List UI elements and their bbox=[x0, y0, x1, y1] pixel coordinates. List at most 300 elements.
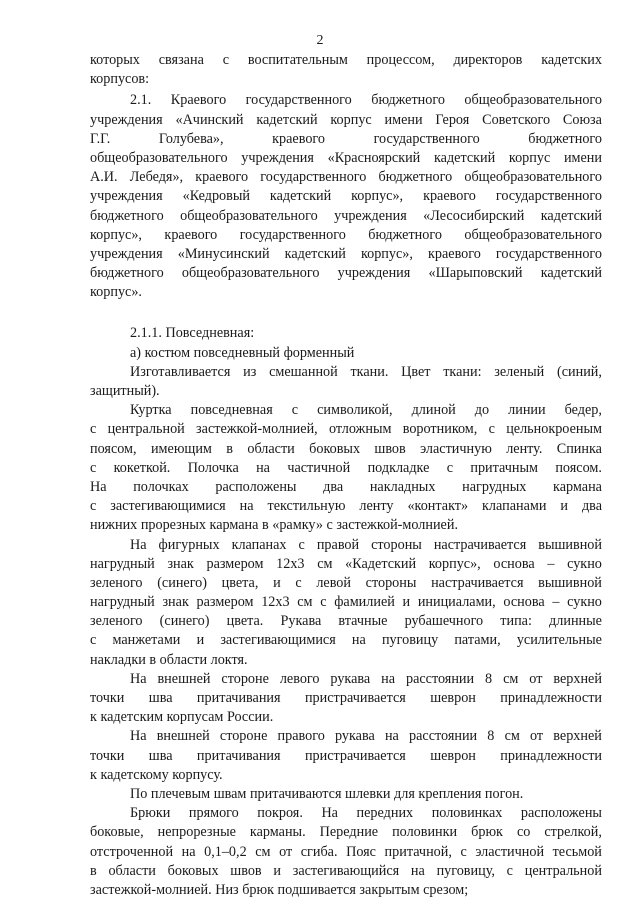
word: Брюки bbox=[130, 805, 171, 822]
word: нагрудных bbox=[462, 478, 527, 495]
word: ткани. bbox=[350, 363, 389, 380]
text-line bbox=[90, 670, 602, 689]
word: нагрудный bbox=[90, 555, 155, 572]
word: знак bbox=[162, 594, 189, 611]
word: на bbox=[181, 843, 196, 860]
word: кадетский bbox=[284, 245, 346, 262]
word: кадетский bbox=[256, 111, 318, 128]
text-line bbox=[90, 727, 602, 746]
text-line bbox=[90, 149, 602, 168]
word: брюк bbox=[471, 824, 503, 841]
word: с bbox=[222, 52, 230, 68]
word: бедер, bbox=[564, 402, 602, 419]
word: см bbox=[255, 843, 271, 860]
word: стрелкой, bbox=[544, 824, 602, 841]
word: краевого bbox=[195, 169, 249, 186]
word: боковых bbox=[309, 440, 361, 457]
word: процессом, bbox=[366, 52, 435, 68]
word: расположены bbox=[520, 805, 602, 822]
word: связана bbox=[158, 52, 204, 68]
text-line bbox=[90, 459, 602, 478]
word: бюджетного bbox=[528, 130, 602, 147]
word: сукно bbox=[567, 555, 602, 572]
text-line: корпус». bbox=[90, 284, 142, 301]
word: кадетский bbox=[540, 207, 602, 224]
word: фигурных bbox=[158, 536, 220, 553]
word: «Шарыповский bbox=[428, 265, 523, 282]
word: с bbox=[298, 536, 305, 553]
word: 12х3 bbox=[276, 555, 305, 572]
word: левой bbox=[316, 574, 351, 591]
word: На bbox=[90, 478, 107, 495]
word: общеобразовательного bbox=[180, 207, 318, 224]
word: см bbox=[317, 555, 333, 572]
word: символикой, bbox=[317, 402, 393, 419]
word: шеврон bbox=[430, 690, 476, 706]
word: Цвет bbox=[401, 363, 431, 380]
word: Пояс bbox=[346, 843, 376, 860]
word: вышивной bbox=[538, 574, 602, 591]
word: с bbox=[295, 574, 302, 591]
word: 8 bbox=[487, 728, 495, 745]
word: застегивающийся bbox=[292, 862, 400, 879]
word: бюджетного bbox=[368, 226, 442, 243]
word: корпус», bbox=[90, 226, 142, 243]
word: частичной bbox=[287, 459, 351, 476]
text-line bbox=[90, 51, 602, 70]
word: до bbox=[474, 402, 490, 419]
word: пристрачивается bbox=[304, 747, 406, 764]
word: бюджетного bbox=[378, 169, 453, 186]
text-line bbox=[90, 440, 602, 459]
word: нагрудный bbox=[90, 594, 155, 611]
word: притачивания bbox=[196, 747, 281, 764]
word: с bbox=[291, 402, 299, 419]
word: со bbox=[516, 824, 531, 841]
word: основа bbox=[493, 555, 535, 572]
text-line bbox=[90, 401, 602, 420]
word: 12х3 bbox=[261, 594, 290, 611]
word: На bbox=[130, 670, 147, 687]
word: цельнокроеным bbox=[506, 421, 602, 438]
text-line bbox=[90, 111, 602, 130]
word: корпус», bbox=[351, 188, 404, 205]
word: расстоянии bbox=[405, 670, 475, 687]
word: вышивной bbox=[538, 536, 602, 553]
paragraph bbox=[90, 536, 602, 670]
word: повседневная bbox=[190, 402, 273, 419]
word: учреждения bbox=[334, 207, 407, 224]
word: с bbox=[90, 498, 97, 515]
word: втачные bbox=[338, 613, 388, 630]
word: кадетский bbox=[269, 188, 332, 205]
word: и bbox=[273, 862, 281, 879]
word: зеленого bbox=[90, 613, 143, 630]
word: кадетских bbox=[541, 52, 602, 68]
word: общеобразовательного bbox=[464, 169, 602, 186]
document-body bbox=[90, 51, 602, 900]
text-line bbox=[90, 747, 602, 766]
word: верхней bbox=[553, 670, 602, 687]
text-line: а) костюм повседневный форменный bbox=[130, 344, 355, 361]
word: принадлежности bbox=[500, 747, 602, 764]
paragraph bbox=[90, 670, 602, 728]
word: усилительные bbox=[516, 632, 602, 649]
word: «контакт» bbox=[407, 498, 469, 515]
text-line bbox=[90, 363, 602, 382]
word: полочках bbox=[133, 478, 189, 495]
word: манжетами bbox=[112, 632, 181, 649]
word: длинные bbox=[549, 613, 602, 630]
paragraph bbox=[90, 324, 602, 401]
word: государственного bbox=[260, 169, 367, 186]
word: цвета, bbox=[221, 574, 259, 591]
word: Полочка bbox=[187, 459, 239, 476]
word: правой bbox=[316, 536, 360, 553]
text-line bbox=[90, 804, 602, 823]
word: шеврон bbox=[430, 747, 476, 764]
text-line bbox=[90, 264, 602, 283]
word: пристрачивается bbox=[304, 690, 406, 706]
text-line bbox=[90, 207, 602, 226]
word: бюджетного bbox=[90, 207, 164, 224]
word: учреждения bbox=[241, 149, 314, 166]
text-line bbox=[90, 612, 602, 631]
word: ленту bbox=[359, 498, 394, 515]
word: государственного bbox=[495, 188, 602, 205]
text-line bbox=[90, 187, 602, 206]
word: имени bbox=[384, 111, 423, 128]
word: «Красноярский bbox=[327, 149, 421, 166]
word: на bbox=[239, 498, 254, 515]
word: боковых bbox=[167, 862, 219, 879]
word: патами, bbox=[454, 632, 501, 649]
word: «Кадетский bbox=[345, 555, 417, 572]
word: расположены bbox=[215, 478, 297, 495]
word: государственного bbox=[239, 226, 346, 243]
word: правого bbox=[277, 728, 325, 745]
word: общеобразовательного bbox=[90, 149, 228, 166]
word: «Кедровый bbox=[182, 188, 250, 205]
word: рукава bbox=[330, 670, 371, 687]
word: государственного bbox=[245, 92, 352, 109]
word: которых bbox=[90, 52, 140, 68]
word: см bbox=[503, 670, 519, 687]
word: накладных bbox=[369, 478, 436, 495]
text-line bbox=[90, 593, 602, 612]
word: корпус bbox=[330, 111, 372, 128]
word: настрачивается bbox=[433, 536, 527, 553]
word: учреждения bbox=[337, 265, 411, 282]
word: линии bbox=[508, 402, 546, 419]
word: на bbox=[256, 459, 270, 476]
word: внешней bbox=[157, 670, 211, 687]
word: Изготавливается bbox=[130, 363, 231, 380]
word: притачной, bbox=[384, 843, 452, 860]
word: корпус», bbox=[360, 245, 413, 262]
paragraph bbox=[90, 91, 602, 302]
word: с bbox=[90, 632, 97, 649]
word: из bbox=[243, 363, 257, 380]
word: принадлежности bbox=[500, 690, 602, 706]
word: размером bbox=[196, 594, 254, 611]
word: 8 bbox=[485, 670, 493, 687]
word: с bbox=[488, 421, 495, 438]
word: «Минусинский bbox=[177, 245, 270, 262]
word: краевого bbox=[272, 130, 325, 147]
word: рукава bbox=[334, 728, 375, 745]
word: с bbox=[446, 459, 454, 476]
word: области bbox=[108, 862, 156, 879]
word: и bbox=[402, 594, 411, 611]
word: от bbox=[279, 843, 293, 860]
text-line bbox=[90, 843, 602, 862]
paragraph bbox=[90, 785, 602, 804]
word: сукно bbox=[567, 594, 602, 611]
text-line bbox=[90, 420, 602, 439]
word: Голубева», bbox=[158, 130, 224, 147]
text-line: По плечевым швам притачиваются шлевки для крепления погон. bbox=[130, 785, 524, 802]
word: государственного bbox=[373, 130, 480, 147]
word: точки bbox=[90, 690, 125, 706]
word: воспитательным bbox=[247, 52, 348, 68]
text-line bbox=[90, 574, 602, 593]
word: бюджетного bbox=[371, 92, 445, 109]
word: от bbox=[529, 670, 543, 687]
word: шва bbox=[148, 690, 173, 706]
word: (синего) bbox=[157, 574, 207, 591]
word: области bbox=[247, 440, 295, 457]
word: цвета. bbox=[226, 613, 264, 630]
word: сгиба. bbox=[300, 843, 338, 860]
word: с bbox=[506, 862, 513, 879]
word: Краевого bbox=[170, 92, 227, 109]
word: смешанной bbox=[269, 363, 338, 380]
word: зеленого bbox=[90, 574, 143, 591]
word: Спинка bbox=[556, 440, 602, 457]
page-number: 2 bbox=[316, 33, 324, 48]
paragraph bbox=[90, 51, 602, 89]
word: швов bbox=[374, 440, 406, 457]
paragraph bbox=[90, 804, 602, 900]
word: «Ачинский bbox=[175, 111, 244, 128]
word: с bbox=[90, 459, 97, 476]
word: типа: bbox=[500, 613, 532, 630]
text-line bbox=[90, 478, 602, 497]
word: внешней bbox=[156, 728, 210, 745]
text-line: корпусов: bbox=[90, 71, 150, 88]
word: учреждения bbox=[90, 111, 163, 128]
word: половинки bbox=[392, 824, 458, 841]
text-line: накладки в области локтя. bbox=[90, 651, 248, 668]
text-line: застежкой-молнией. Низ брюк подшивается закрытым срезом; bbox=[90, 881, 469, 898]
word: с bbox=[90, 421, 97, 438]
text-line bbox=[90, 497, 602, 516]
word: в bbox=[226, 440, 233, 457]
word: краевого bbox=[428, 245, 481, 262]
word: стороны bbox=[365, 574, 417, 591]
word: Советского bbox=[482, 111, 551, 128]
word: рубашечного bbox=[404, 613, 484, 630]
text-line: к кадетскому корпусу. bbox=[90, 766, 223, 783]
word: и bbox=[196, 632, 205, 649]
word: корпус bbox=[508, 149, 551, 166]
text-line bbox=[90, 689, 602, 708]
word: воротником, bbox=[402, 421, 478, 438]
word: верхней bbox=[553, 728, 602, 745]
word: краевого bbox=[164, 226, 218, 243]
word: государственного bbox=[495, 245, 602, 262]
word: ткани: bbox=[443, 363, 482, 380]
word: кадетский bbox=[540, 265, 602, 282]
word: на bbox=[351, 632, 366, 649]
word: общеобразовательного bbox=[464, 92, 602, 109]
word: застегивающимися bbox=[220, 632, 336, 649]
word: длиной bbox=[411, 402, 456, 419]
word: (синий, bbox=[557, 363, 602, 380]
word: Г.Г. bbox=[90, 130, 111, 147]
word: поясом, bbox=[90, 440, 137, 457]
word: шва bbox=[148, 747, 173, 764]
word: покроя. bbox=[257, 805, 303, 822]
word: два bbox=[323, 478, 344, 495]
text-line bbox=[90, 555, 602, 574]
text-line bbox=[90, 245, 602, 264]
text-line: нижних прорезных кармана в «рамку» с застежкой-молнией. bbox=[90, 517, 458, 534]
word: Передние bbox=[319, 824, 379, 841]
word: эластичную bbox=[420, 440, 492, 457]
word: учреждения bbox=[90, 188, 163, 205]
word: поясом. bbox=[555, 459, 602, 476]
word: кармана bbox=[553, 478, 602, 495]
word: ленту. bbox=[506, 440, 543, 457]
word: половинках bbox=[431, 805, 503, 822]
word: и bbox=[273, 574, 281, 591]
word: с bbox=[320, 594, 327, 611]
word: Союза bbox=[562, 111, 602, 128]
word: корпус», bbox=[428, 555, 481, 572]
text-line bbox=[90, 631, 602, 650]
word: стороне bbox=[219, 728, 268, 745]
word: Рукава bbox=[280, 613, 322, 630]
word: краевого bbox=[423, 188, 476, 205]
word: «Лесосибирский bbox=[423, 207, 525, 224]
word: 0,1–0,2 bbox=[204, 843, 247, 860]
word: на bbox=[384, 728, 399, 745]
word: клапанах bbox=[231, 536, 287, 553]
word: застегивающимися bbox=[110, 498, 226, 515]
word: 2.1. bbox=[130, 92, 152, 109]
word: притачным bbox=[470, 459, 538, 476]
word: имени bbox=[563, 149, 602, 166]
word: центральной bbox=[524, 862, 602, 879]
word: имеющим bbox=[150, 440, 212, 457]
text-line bbox=[90, 168, 602, 187]
word: швов bbox=[230, 862, 262, 879]
text-line bbox=[90, 536, 602, 555]
word: отстроченной bbox=[90, 843, 174, 860]
word: притачивания bbox=[196, 690, 281, 706]
word: подкладке bbox=[367, 459, 430, 476]
word: точки bbox=[90, 747, 125, 764]
word: стороне bbox=[221, 670, 269, 687]
word: см bbox=[504, 728, 520, 745]
word: эластичной bbox=[475, 843, 545, 860]
word: боковые, bbox=[90, 824, 144, 841]
text-line bbox=[90, 91, 602, 110]
text-line: защитный). bbox=[90, 383, 160, 399]
text-line bbox=[90, 823, 602, 842]
text-line bbox=[90, 862, 602, 881]
word: На bbox=[130, 728, 147, 745]
word: учреждения bbox=[90, 245, 163, 262]
word: Куртка bbox=[130, 402, 172, 419]
paragraph bbox=[90, 401, 602, 535]
word: клапанами bbox=[482, 498, 547, 515]
word: кадетский bbox=[433, 149, 496, 166]
word: пуговицу bbox=[381, 632, 439, 649]
word: – bbox=[547, 555, 555, 572]
text-line bbox=[90, 130, 602, 149]
text-line: 2.1.1. Повседневная: bbox=[130, 325, 255, 342]
word: в bbox=[90, 862, 97, 879]
word: общеобразовательного bbox=[181, 265, 320, 282]
word: инициалами, bbox=[417, 594, 496, 611]
word: с bbox=[460, 843, 467, 860]
word: общеобразовательного bbox=[464, 226, 602, 243]
word: зеленый bbox=[494, 363, 545, 380]
word: настрачивается bbox=[431, 574, 524, 591]
word: стороны bbox=[371, 536, 422, 553]
word: Героя bbox=[435, 111, 470, 128]
word: два bbox=[581, 498, 602, 515]
word: кокеткой. bbox=[113, 459, 171, 476]
word: На bbox=[321, 805, 338, 822]
word: и bbox=[560, 498, 569, 515]
word: карманы. bbox=[249, 824, 306, 841]
word: застежкой-молнией, bbox=[196, 421, 318, 438]
word: на bbox=[381, 670, 396, 687]
text-line bbox=[90, 226, 602, 245]
word: от bbox=[530, 728, 544, 745]
word: отложным bbox=[328, 421, 392, 438]
word: см bbox=[297, 594, 313, 611]
word: – bbox=[552, 594, 560, 611]
word: левого bbox=[279, 670, 320, 687]
word: пуговицу, bbox=[436, 862, 495, 879]
word: текстильную bbox=[267, 498, 346, 515]
word: непрорезные bbox=[157, 824, 236, 841]
word: тесьмой bbox=[552, 843, 602, 860]
word: бюджетного bbox=[90, 265, 164, 282]
word: директоров bbox=[453, 52, 523, 68]
word: на bbox=[410, 862, 425, 879]
word: Лебедя», bbox=[129, 169, 184, 186]
word: (синего) bbox=[159, 613, 210, 630]
text-line: к кадетским корпусам России. bbox=[90, 709, 274, 726]
word: основа bbox=[503, 594, 545, 611]
word: знак bbox=[167, 555, 194, 572]
word: А.И. bbox=[90, 169, 118, 186]
word: расстоянии bbox=[409, 728, 478, 745]
paragraph bbox=[90, 727, 602, 785]
word: центральной bbox=[107, 421, 185, 438]
word: фамилией bbox=[334, 594, 395, 611]
word: прямого bbox=[188, 805, 239, 822]
word: На bbox=[130, 536, 147, 553]
word: размером bbox=[206, 555, 264, 572]
word: передних bbox=[356, 805, 414, 822]
